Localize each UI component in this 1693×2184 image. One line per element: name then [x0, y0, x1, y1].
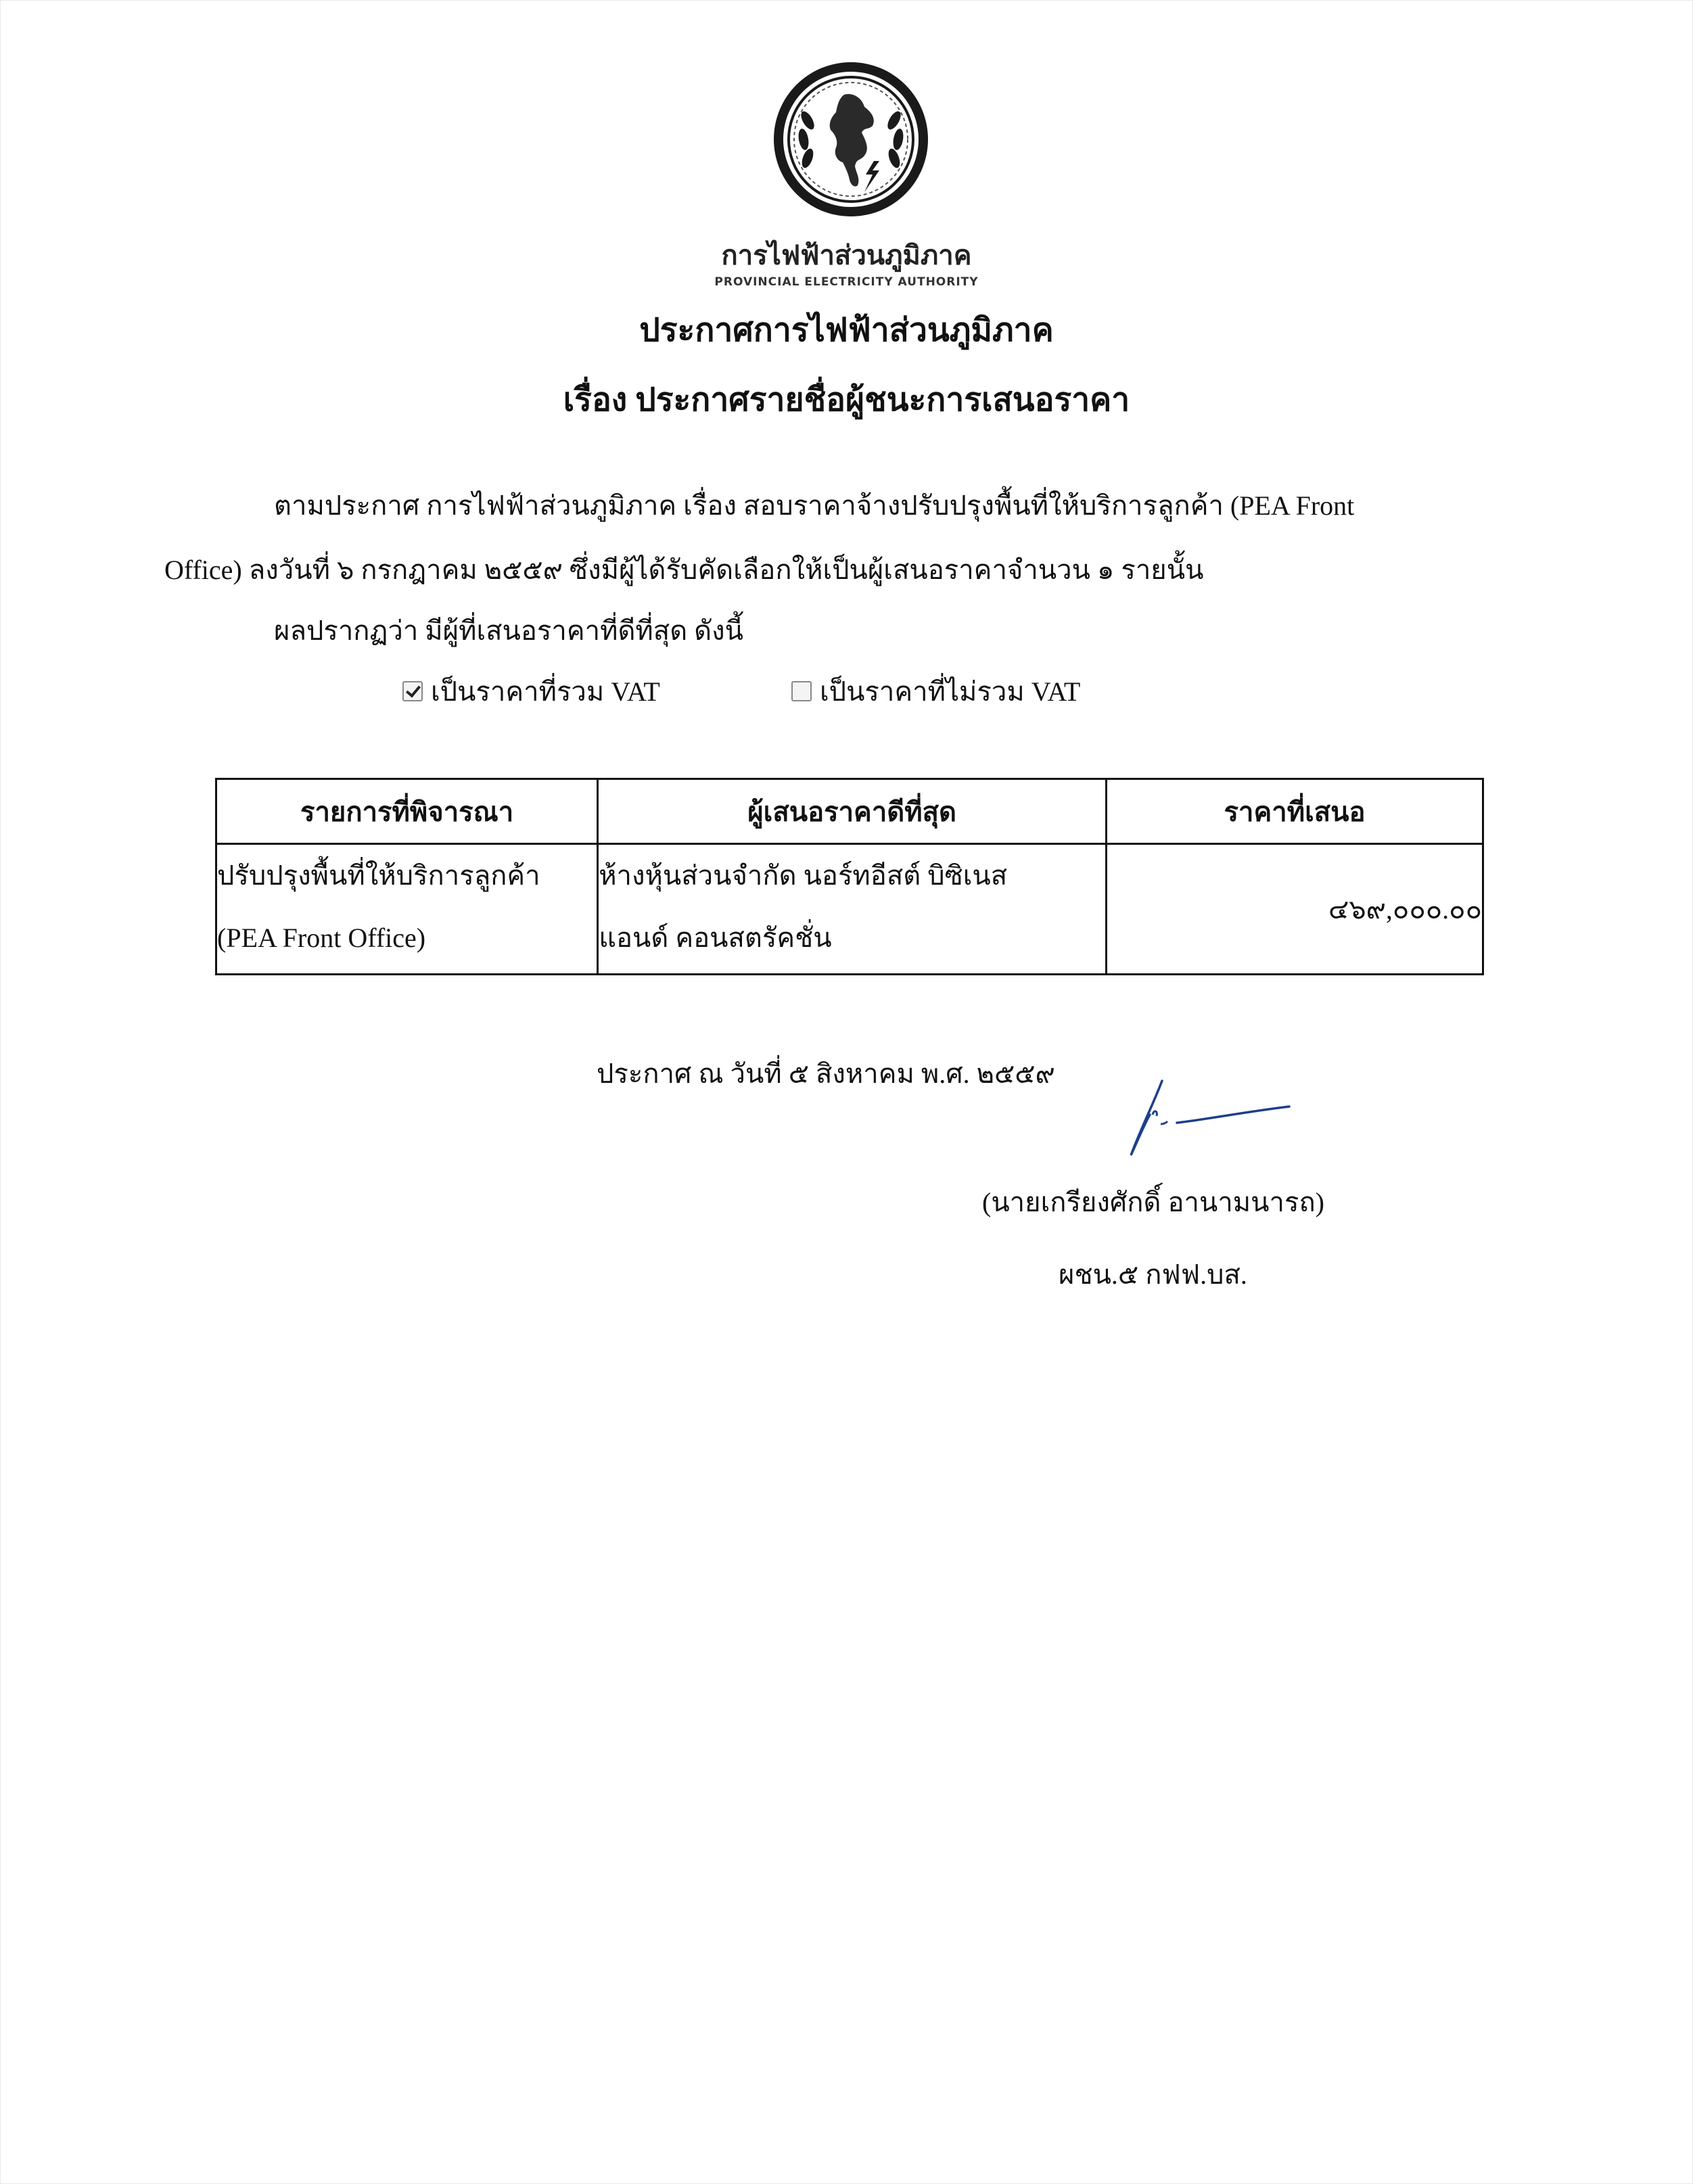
include-vat-checkbox[interactable] [402, 681, 423, 701]
include-vat-label: เป็นราคาที่รวม VAT [431, 676, 660, 707]
announcement-subject: เรื่อง ประกาศรายชื่อผู้ชนะการเสนอราคา [563, 382, 1130, 418]
item-name-line-2: (PEA Front Office) [217, 923, 426, 953]
bidder-name-line-2: แอนด์ คอนสตรัคชั่น [599, 923, 832, 953]
exclude-vat-option [791, 670, 1080, 713]
announcement-date: ประกาศ ณ วันที่ ๕ สิงหาคม พ.ศ. ๒๕๕๙ [597, 1059, 1055, 1089]
exclude-vat-checkbox[interactable] [791, 681, 812, 701]
signer-position: ผชน.๕ กฟฟ.บส. [1059, 1259, 1247, 1290]
bidder-name-line-1: ห้างหุ้นส่วนจำกัด นอร์ทอีสต์ บิซิเนส [599, 860, 1008, 891]
include-vat-option [402, 670, 660, 713]
header-bidder: ผู้เสนอราคาดีที่สุด [598, 779, 1107, 844]
bidder-cell [598, 844, 1107, 975]
signer-name: (นายเกรียงศักดิ์ อานามนารถ) [982, 1187, 1324, 1217]
body-line-2: Office) ลงวันที่ ๖ กรกฎาคม ๒๕๕๙ ซึ่งมีผู้ได้รับคัดเลือกให้เป็นผู้เสนอราคาจำนวน ๑ รายนั้น [164, 555, 1204, 585]
header-item: รายการที่พิจารณา [216, 779, 598, 844]
winner-table [215, 778, 1484, 975]
signature-image [1096, 1075, 1299, 1163]
org-name-english: PROVINCIAL ELECTRICITY AUTHORITY [714, 275, 979, 289]
pea-emblem-icon [771, 60, 931, 219]
org-name-thai: การไฟฟ้าส่วนภูมิภาค [721, 240, 972, 271]
table-header-row [216, 779, 1483, 844]
announcement-title: ประกาศการไฟฟ้าส่วนภูมิภาค [639, 312, 1054, 348]
item-cell [216, 844, 598, 975]
exclude-vat-label: เป็นราคาที่ไม่รวม VAT [820, 676, 1081, 707]
header-price: ราคาที่เสนอ [1107, 779, 1483, 844]
body-line-3: ผลปรากฏว่า มีผู้ที่เสนอราคาที่ดีที่สุด ดังนี้ [274, 615, 744, 646]
price-cell: ๔๖๙,๐๐๐.๐๐ [1107, 844, 1483, 975]
table-row [216, 844, 1483, 975]
item-name-line-1: ปรับปรุงพื้นที่ให้บริการลูกค้า [217, 860, 540, 891]
body-line-1: ตามประกาศ การไฟฟ้าส่วนภูมิภาค เรื่อง สอบราคาจ้างปรับปรุงพื้นที่ให้บริการลูกค้า (PEA Front [274, 490, 1355, 521]
